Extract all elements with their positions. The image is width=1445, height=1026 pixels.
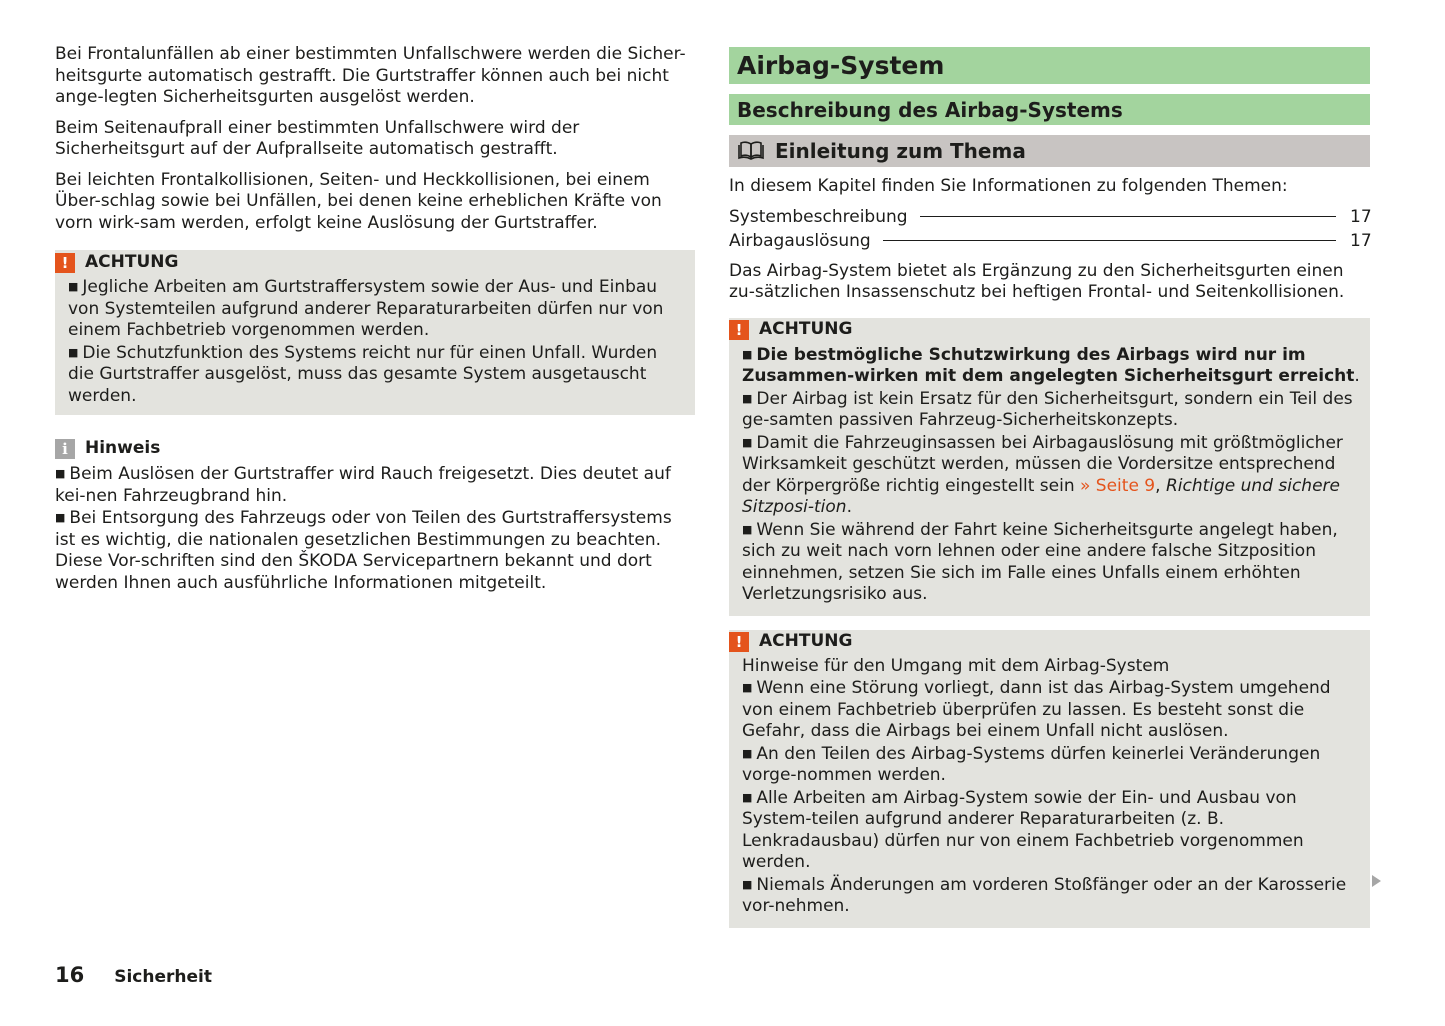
link-target-title: Richtige und sichere Sitzposi-tion <box>742 475 1340 517</box>
topic-heading <box>729 135 1370 167</box>
bullet-icon: ■ <box>742 435 753 449</box>
bullet-icon: ■ <box>742 790 753 804</box>
right-column <box>729 44 1370 928</box>
hint-title: Hinweis <box>85 437 161 458</box>
hint-item: ■ Bei Entsorgung des Fahrzeugs oder von Teilen des Gurtstraffersystems ist es wichtig, die nationalen gesetzlichen Bestimmungen zu beachten. Diese Vor-schriften sind den ŠKODA Servicepartnern bekannt und dort werden Ihnen auch ausführliche Informationen mitgeteilt. <box>55 508 672 593</box>
warning-item: ■ Niemals Änderungen am vorderen Stoßfänger oder an der Karosserie vor-nehmen. <box>742 874 1347 916</box>
hint-box <box>55 438 695 594</box>
warning-item: ■ Die bestmögliche Schutzwirkung des Airbags wird nur im Zusammen-wirken mit dem angelegten Sicherheitsgurt erreicht. <box>742 344 1360 386</box>
footer-section: Sicherheit <box>114 967 212 987</box>
page-link[interactable]: » Seite 9 <box>1080 475 1156 496</box>
warning-item: ■ Wenn eine Störung vorliegt, dann ist das Airbag-System umgehend von einem Fachbetrieb überprüfen zu lassen. Es besteht sonst die Gefahr, dass die Airbags bei einem Unfall nicht auslösen. <box>742 678 1331 741</box>
warning-item: ■ An den Teilen des Airbag-Systems dürfen keinerlei Veränderungen vorge-nommen werden. <box>742 743 1321 785</box>
toc-entry[interactable] <box>729 207 1370 231</box>
bullet-icon: ■ <box>742 681 753 694</box>
warning-box <box>55 250 695 415</box>
info-icon: i <box>55 439 75 459</box>
bullet-icon: ■ <box>742 347 753 361</box>
warning-intro: Hinweise für den Umgang mit dem Airbag-System <box>742 655 1170 676</box>
warning-header <box>729 632 1362 653</box>
paragraph: Bei leichten Frontalkollisionen, Seiten- und Heckkollisionen, bei einem Über-schlag sowie bei Unfällen, bei denen keine erheblichen Kräfte von vorn wirk-sam werden, erfolgt keine Auslösung der Gurtstraffer. <box>55 169 662 233</box>
topic-heading-label: Einleitung zum Thema <box>775 138 1026 163</box>
chapter-heading: Airbag-System <box>729 47 1370 84</box>
warning-icon: ! <box>55 253 75 273</box>
intro-text: In diesem Kapitel finden Sie Informationen zu folgenden Themen: <box>729 176 1288 196</box>
warning-header <box>55 252 687 273</box>
warning-icon: ! <box>729 320 749 340</box>
warning-title: ACHTUNG <box>85 251 179 272</box>
warning-icon: ! <box>729 632 749 652</box>
bullet-icon: ■ <box>55 511 66 524</box>
warning-item: ■ Die Schutzfunktion des Systems reicht nur für einen Unfall. Wurden die Gurtstraffer ausgelöst, muss das gesamte System ausgetauscht werden. <box>68 342 658 406</box>
toc-leader <box>883 240 1336 241</box>
left-column <box>55 44 695 594</box>
bullet-icon: ■ <box>742 746 753 760</box>
toc-label[interactable]: Systembeschreibung <box>729 206 908 227</box>
toc-entry[interactable] <box>729 231 1370 255</box>
paragraph: Das Airbag-System bietet als Ergänzung zu den Sicherheitsgurten einen zu-sätzlichen Insassenschutz bei heftigen Frontal- und Seitenkollisionen. <box>729 260 1345 302</box>
page-number: 16 <box>55 963 85 987</box>
toc-leader <box>920 216 1336 217</box>
page-footer <box>55 963 212 987</box>
paragraph: Beim Seitenaufprall einer bestimmten Unfallschwere wird der Sicherheitsgurt auf der Aufprallseite automatisch gestrafft. <box>55 117 580 159</box>
toc-page[interactable]: 17 <box>1350 230 1372 251</box>
warning-item: ■ Wenn Sie während der Fahrt keine Sicherheitsgurte angelegt haben, sich zu weit nach vorn lehnen oder eine andere falsche Sitzposition einnehmen, setzen Sie sich im Falle eines Unfalls einem erhöhten Verletzungsrisiko aus. <box>742 519 1338 604</box>
warning-item: ■ Der Airbag ist kein Ersatz für den Sicherheitsgurt, sondern ein Teil des ge-samten passiven Fahrzeug-Sicherheitskonzepts. <box>742 388 1353 430</box>
bullet-icon: ■ <box>68 345 79 359</box>
continue-arrow-icon <box>1372 875 1381 887</box>
bullet-icon: ■ <box>742 391 753 405</box>
hint-item: ■ Beim Auslösen der Gurtstraffer wird Rauch freigesetzt. Dies deutet auf kei-nen Fahrzeugbrand hin. <box>55 464 671 506</box>
warning-box <box>729 318 1370 616</box>
warning-item: ■ Alle Arbeiten am Airbag-System sowie der Ein- und Ausbau von System-teilen aufgrund anderer Reparaturarbeiten (z. B. Lenkradausbau) dürfen nur von einem Fachbetrieb vorgenommen werden. <box>742 787 1304 872</box>
warning-header <box>729 320 1362 341</box>
toc-label[interactable]: Airbagauslösung <box>729 230 871 251</box>
warning-box <box>729 630 1370 928</box>
bullet-icon: ■ <box>742 877 753 891</box>
warning-item: ■ Jegliche Arbeiten am Gurtstraffersystem sowie der Aus- und Einbau von Systemteilen aufgrund anderer Reparaturarbeiten dürfen nur von einem Fachbetrieb vorgenommen werden. <box>68 277 664 340</box>
toc-page[interactable]: 17 <box>1350 206 1372 227</box>
bullet-icon: ■ <box>742 522 753 536</box>
section-heading: Beschreibung des Airbag-Systems <box>729 94 1370 125</box>
book-icon <box>737 141 765 161</box>
hint-header <box>55 438 695 459</box>
warning-title: ACHTUNG <box>759 319 853 340</box>
warning-item: ■ Damit die Fahrzeuginsassen bei Airbagauslösung mit größtmöglicher Wirksamkeit geschützt werden, müssen die Vordersitze entsprechend der Körpergröße richtig eingestellt sein » Seite 9, Richtige und sichere Sitzposi-tion. <box>742 432 1343 517</box>
bullet-icon: ■ <box>55 467 66 480</box>
warning-title: ACHTUNG <box>759 631 853 652</box>
bullet-icon: ■ <box>68 280 79 293</box>
paragraph: Bei Frontalunfällen ab einer bestimmten Unfallschwere werden die Sicher-heitsgurte automatisch gestrafft. Die Gurtstraffer können auch bei nicht ange-legten Sicherheitsgurten ausgelöst werden. <box>55 44 686 107</box>
